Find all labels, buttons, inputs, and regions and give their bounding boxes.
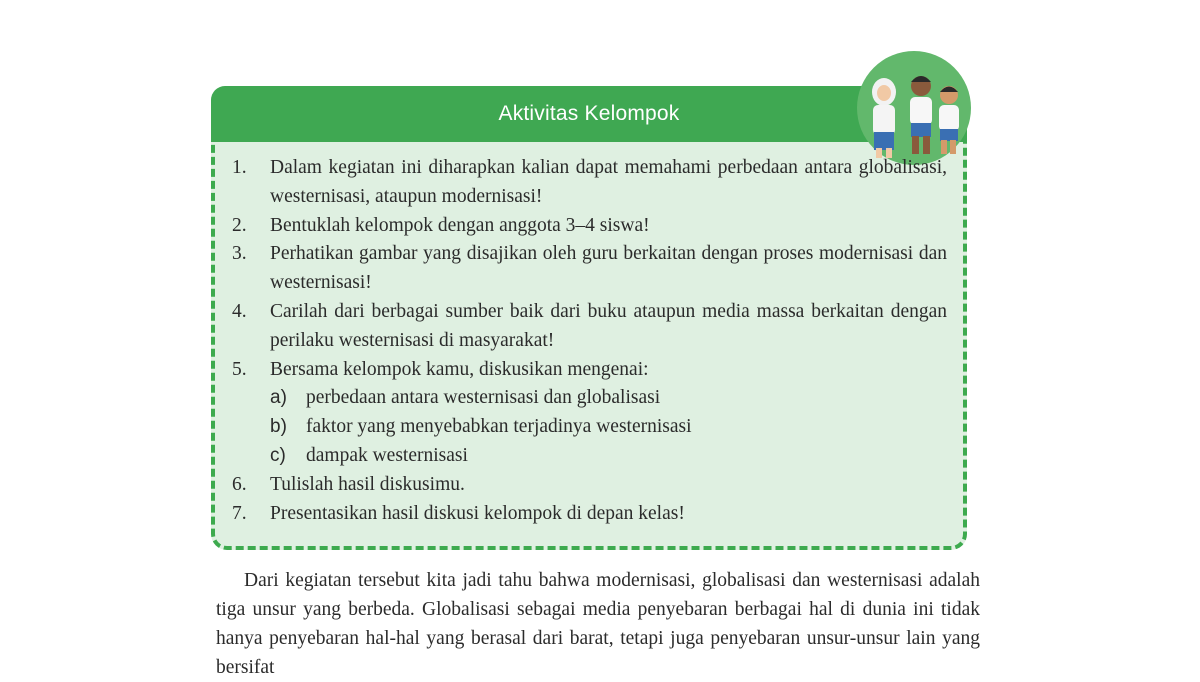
item-text: Bentuklah kelompok dengan anggota 3–4 siswa! (270, 214, 650, 236)
item-text: Perhatikan gambar yang disajikan oleh guru berkaitan dengan proses modernisasi dan westernisasi! (270, 243, 947, 294)
item-number: 7. (232, 502, 247, 524)
activity-list (232, 154, 947, 528)
list-item (232, 212, 947, 241)
item-number: 1. (232, 157, 247, 178)
body-paragraph: Dari kegiatan tersebut kita jadi tahu bahwa modernisasi, globalisasi dan westernisasi adalah tiga unsur yang berbeda. Globalisasi sebagai media penyebaran berbagai hal di dunia ini tidak hanya penyebaran hal-hal yang berasal dari barat, tetapi juga penyebaran unsur-unsur lain yang bersifat (216, 570, 980, 678)
subitem-text: faktor yang menyebabkan terjadinya westernisasi (306, 416, 692, 438)
list-item (232, 356, 947, 471)
item-text: Carilah dari berbagai sumber baik dari buku ataupun media massa berkaitan dengan perilaku westernisasi di masyarakat! (270, 300, 947, 351)
subitem-label: a) (270, 387, 287, 409)
subitem-text: perbedaan antara westernisasi dan globalisasi (306, 387, 661, 409)
subitem (270, 413, 947, 442)
list-item (232, 500, 947, 529)
item-number: 3. (232, 243, 247, 265)
item-number: 4. (232, 300, 247, 322)
subitem-label: c) (270, 444, 286, 466)
activity-title: Aktivitas Kelompok (498, 102, 680, 125)
subitem-text: dampak westernisasi (306, 444, 468, 466)
item-number: 5. (232, 358, 247, 380)
students-illustration-icon (856, 50, 972, 166)
item-text: Tulislah hasil diskusimu. (270, 473, 465, 495)
subitem-label: b) (270, 416, 287, 438)
item-text-with-subitems (270, 356, 947, 471)
list-item (232, 471, 947, 500)
list-item (232, 298, 947, 356)
item-text: Presentasikan hasil diskusi kelompok di depan kelas! (270, 502, 685, 524)
item-text: Bersama kelompok kamu, diskusikan mengenai: (270, 358, 649, 380)
subitem (270, 384, 947, 413)
item-number: 2. (232, 214, 247, 236)
item-number: 6. (232, 473, 247, 495)
list-item (232, 154, 947, 212)
activity-header (211, 86, 967, 142)
list-item (232, 240, 947, 298)
subitem (270, 442, 947, 471)
item-text: Dalam kegiatan ini diharapkan kalian dapat memahami perbedaan antara globalisasi, westernisasi, ataupun modernisasi! (270, 157, 947, 207)
